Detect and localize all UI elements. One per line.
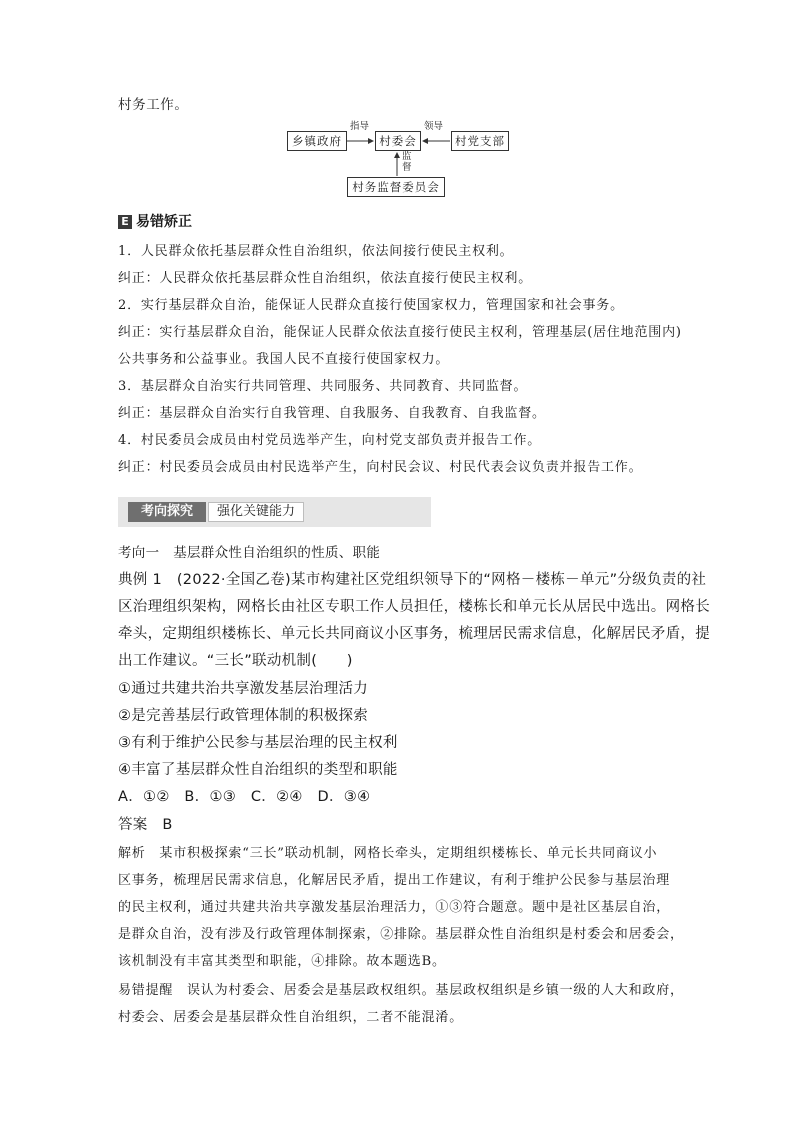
option-2: ②是完善基层行政管理体制的积极探索 <box>118 708 369 724</box>
topic-heading: 考向一 基层群众性自治组织的性质、职能 <box>118 545 381 561</box>
option-3: ③有利于维护公民参与基层治理的民主权利 <box>118 735 398 751</box>
error-correction-2a: 纠正：实行基层群众自治，能保证人民群众依法直接行使民主权利，管理基层(居住地范围内) <box>118 325 682 340</box>
analysis-line-1: 解析 某市积极探索“三长”联动机制，网格长牵头，定期组织楼栋长、单元长共同商议小 <box>118 846 658 861</box>
option-1: ①通过共建共治共享激发基层治理活力 <box>118 681 369 697</box>
example-line-2: 区治理组织架构，网格长由社区专职工作人员担任，楼栋长和单元长从居民中选出。网格长 <box>118 599 710 615</box>
supervision-committee-box: 村务监督委员会 <box>347 177 445 197</box>
option-4: ④丰富了基层群众性自治组织的类型和职能 <box>118 762 398 778</box>
guide-label: 指导 <box>350 121 370 132</box>
section-header <box>118 497 431 527</box>
village-committee-box: 村委会 <box>375 131 421 151</box>
supervise-label-2: 督 <box>402 162 412 173</box>
tip-line-2: 村委会、居委会是基层群众性自治组织，二者不能混淆。 <box>118 1010 464 1025</box>
analysis-line-2: 区事务，梳理居民需求信息，化解居民矛盾，提出工作建议，有利于维护公民参与基层治理 <box>118 873 671 888</box>
analysis-line-5: 该机制没有丰富其类型和职能，④排除。故本题选B。 <box>118 954 446 969</box>
example-line-1: 典例 1 (2022·全国乙卷)某市构建社区党组织领导下的“网格－楼栋－单元”分级负责的社 <box>118 572 707 588</box>
lead-label: 领导 <box>424 121 444 132</box>
analysis-line-4: 是群众自治，没有涉及行政管理体制探索，②排除。基层群众性自治组织是村委会和居委会， <box>118 927 684 942</box>
example-line-4: 出工作建议。“三长”联动机制( ) <box>118 653 353 669</box>
error-correction-title: 易错矫正 <box>136 214 192 230</box>
answer: 答案 B <box>118 817 173 833</box>
answer-choices: A．①② B．①③ C．②④ D．③④ <box>118 789 371 805</box>
error-correction-4: 纠正：村民委员会成员由村民选举产生，向村民会议、村民代表会议负责并报告工作。 <box>118 460 643 475</box>
error-statement-4: 4．村民委员会成员由村党员选举产生，向村党支部负责并报告工作。 <box>118 433 542 448</box>
section-tag: 考向探究 <box>128 502 206 522</box>
error-statement-2: 2．实行基层群众自治，能保证人民群众直接行使国家权力，管理国家和社会事务。 <box>118 298 624 313</box>
supervise-label-1: 监 <box>402 151 412 162</box>
error-correction-icon: E <box>118 215 132 229</box>
analysis-line-3: 的民主权利，通过共建共治共享激发基层治理活力，①③符合题意。题中是社区基层自治， <box>118 900 671 915</box>
error-statement-3: 3．基层群众自治实行共同管理、共同服务、共同教育、共同监督。 <box>118 379 528 394</box>
error-statement-1: 1．人民群众依托基层群众性自治组织，依法间接行使民主权利。 <box>118 244 514 259</box>
intro-text: 村务工作。 <box>118 97 189 113</box>
diagram-arrows <box>0 0 794 220</box>
party-branch-box: 村党支部 <box>451 131 509 151</box>
township-box: 乡镇政府 <box>287 131 347 151</box>
section-subtitle: 强化关键能力 <box>208 502 304 522</box>
example-line-3: 牵头，定期组织楼栋长、单元长共同商议小区事务，梳理居民需求信息，化解居民矛盾，提 <box>118 626 710 642</box>
error-correction-1: 纠正：人民群众依托基层群众性自治组织，依法直接行使民主权利。 <box>118 271 533 286</box>
error-correction-2b: 公共事务和公益事业。我国人民不直接行使国家权力。 <box>118 352 450 367</box>
tip-line-1: 易错提醒 误认为村委会、居委会是基层政权组织。基层政权组织是乡镇一级的人大和政府， <box>118 983 684 998</box>
error-correction-3: 纠正：基层群众自治实行自我管理、自我服务、自我教育、自我监督。 <box>118 406 546 421</box>
